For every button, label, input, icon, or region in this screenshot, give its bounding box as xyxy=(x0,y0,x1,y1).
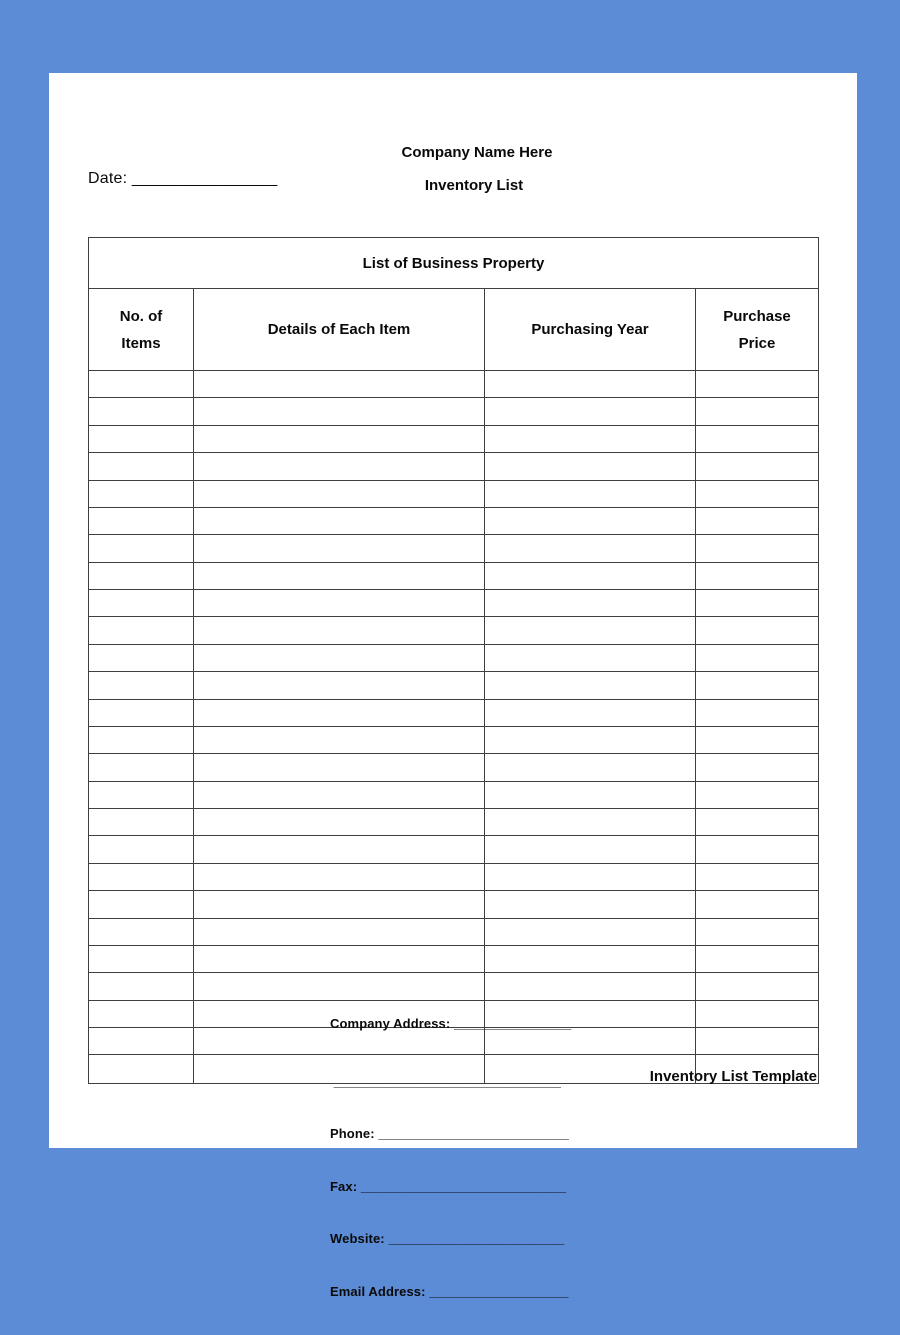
table-cell xyxy=(194,645,485,672)
column-header-details: Details of Each Item xyxy=(194,289,485,371)
table-cell xyxy=(485,590,696,617)
table-cell xyxy=(485,672,696,699)
date-blank-line: ________________ xyxy=(131,170,278,187)
document-page xyxy=(49,73,857,1299)
table-cell xyxy=(194,946,485,973)
table-cell xyxy=(696,836,818,863)
table-header-row xyxy=(89,289,818,371)
table-cell xyxy=(696,1001,818,1028)
table-cell xyxy=(89,645,194,672)
email-line: Email Address: ___________________ xyxy=(330,1283,569,1299)
table-cell xyxy=(485,782,696,809)
table-cell xyxy=(194,371,485,398)
table-cell xyxy=(89,672,194,699)
table-cell xyxy=(89,617,194,644)
table-cell xyxy=(89,398,194,425)
column-header-purchase-price: Purchase Price xyxy=(696,289,818,371)
table-cell xyxy=(89,590,194,617)
table-cell xyxy=(696,864,818,891)
table-cell xyxy=(89,836,194,863)
date-field xyxy=(88,170,277,188)
table-cell xyxy=(194,727,485,754)
table-cell xyxy=(696,535,818,562)
table-cell xyxy=(696,563,818,590)
table-cell xyxy=(194,672,485,699)
company-name-heading: Company Name Here xyxy=(401,144,553,161)
table-cell xyxy=(485,754,696,781)
table-cell xyxy=(194,891,485,918)
table-cell xyxy=(485,617,696,644)
table-cell xyxy=(696,426,818,453)
table-cell xyxy=(194,535,485,562)
table-cell xyxy=(194,398,485,425)
website-line: Website: ________________________ xyxy=(330,1231,565,1246)
table-cell xyxy=(485,453,696,480)
column-header-no-of-items: No. of Items xyxy=(89,289,194,371)
table-cell xyxy=(89,481,194,508)
table-cell xyxy=(696,754,818,781)
table-cell xyxy=(89,535,194,562)
table-cell xyxy=(194,809,485,836)
table-cell xyxy=(89,727,194,754)
inventory-table xyxy=(88,237,819,1084)
table-cell xyxy=(89,809,194,836)
table-cell xyxy=(696,782,818,809)
table-cell xyxy=(89,946,194,973)
table-cell xyxy=(485,864,696,891)
table-cell xyxy=(696,672,818,699)
table-cell xyxy=(696,398,818,425)
table-cell xyxy=(696,481,818,508)
table-cell xyxy=(194,426,485,453)
table-cell xyxy=(696,508,818,535)
table-cell xyxy=(696,645,818,672)
table-title: List of Business Property xyxy=(89,238,818,289)
table-cell xyxy=(696,919,818,946)
table-cell xyxy=(696,453,818,480)
phone-line: Phone: __________________________ xyxy=(330,1126,569,1141)
table-cell xyxy=(485,426,696,453)
table-cell xyxy=(696,1028,818,1055)
table-cell xyxy=(485,535,696,562)
table-cell xyxy=(89,754,194,781)
table-cell xyxy=(89,563,194,590)
table-cell xyxy=(485,809,696,836)
table-body xyxy=(89,371,818,1083)
contact-block xyxy=(330,980,571,1335)
table-cell xyxy=(89,864,194,891)
table-cell xyxy=(89,1028,194,1055)
table-cell xyxy=(485,481,696,508)
table-cell xyxy=(89,1055,194,1082)
table-cell xyxy=(89,782,194,809)
table-cell xyxy=(194,919,485,946)
table-cell xyxy=(194,481,485,508)
table-cell xyxy=(194,508,485,535)
table-cell xyxy=(485,836,696,863)
column-header-purchasing-year: Purchasing Year xyxy=(485,289,696,371)
table-cell xyxy=(696,891,818,918)
table-cell xyxy=(89,508,194,535)
table-cell xyxy=(485,645,696,672)
table-cell xyxy=(89,371,194,398)
template-label: Inventory List Template xyxy=(649,1068,817,1085)
table-cell xyxy=(696,727,818,754)
address-continuation-line: _______________________________ xyxy=(330,1073,561,1089)
table-cell xyxy=(485,700,696,727)
table-cell xyxy=(696,700,818,727)
table-cell xyxy=(194,700,485,727)
table-cell xyxy=(194,590,485,617)
table-cell xyxy=(194,453,485,480)
table-cell xyxy=(696,371,818,398)
table-cell xyxy=(485,727,696,754)
table-cell xyxy=(485,891,696,918)
table-cell xyxy=(194,782,485,809)
table-cell xyxy=(89,453,194,480)
table-cell xyxy=(696,617,818,644)
table-cell xyxy=(485,398,696,425)
table-cell xyxy=(194,864,485,891)
table-cell xyxy=(89,891,194,918)
document-title: Inventory List xyxy=(424,177,524,194)
table-cell xyxy=(485,563,696,590)
table-cell xyxy=(696,973,818,1000)
table-cell xyxy=(194,754,485,781)
table-cell xyxy=(485,508,696,535)
table-cell xyxy=(485,371,696,398)
table-cell xyxy=(89,973,194,1000)
table-cell xyxy=(485,946,696,973)
table-cell xyxy=(485,919,696,946)
table-cell xyxy=(194,836,485,863)
table-cell xyxy=(696,946,818,973)
table-cell xyxy=(194,617,485,644)
table-cell xyxy=(89,426,194,453)
company-address-line: Company Address: ________________ xyxy=(330,1016,572,1031)
table-cell xyxy=(89,1001,194,1028)
date-label: Date: xyxy=(88,170,132,187)
table-cell xyxy=(89,919,194,946)
table-cell xyxy=(194,563,485,590)
fax-line: Fax: ____________________________ xyxy=(330,1178,567,1194)
table-cell xyxy=(696,809,818,836)
table-cell xyxy=(696,590,818,617)
table-cell xyxy=(89,700,194,727)
